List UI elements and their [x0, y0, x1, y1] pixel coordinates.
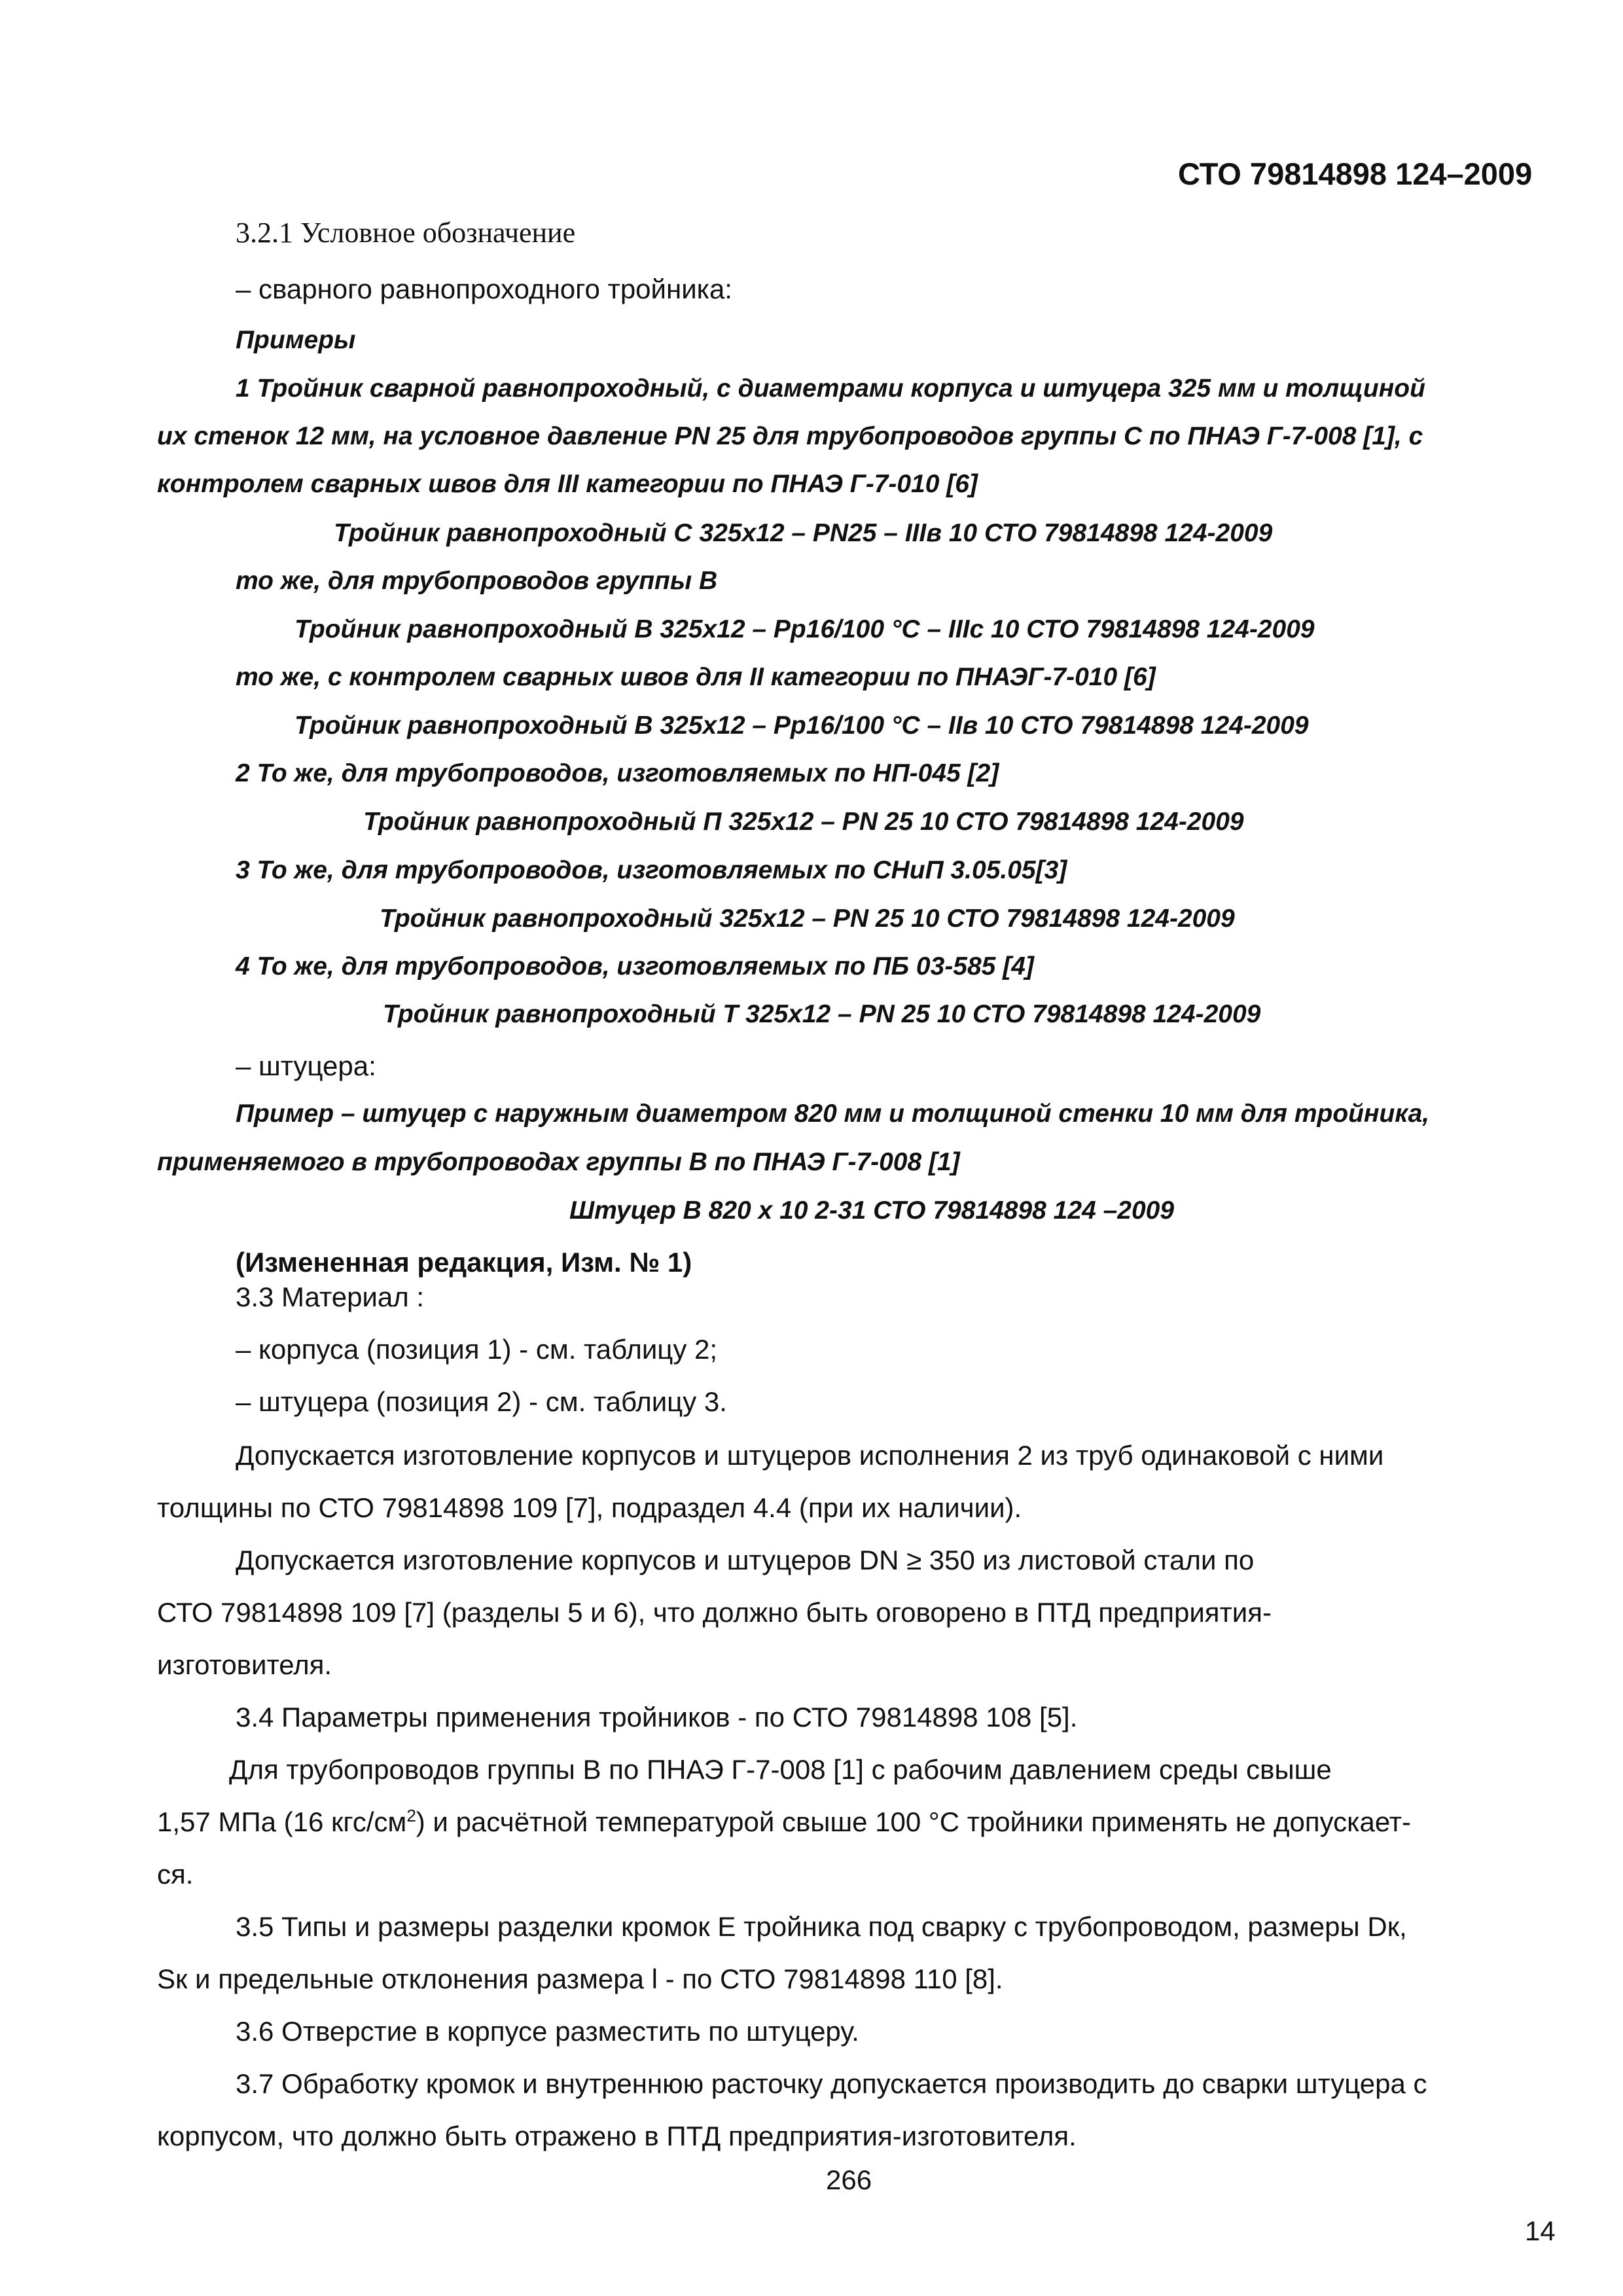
- paragraph-line: корпусом, что должно быть отражено в ПТД предприятия-изготовителя.: [157, 2121, 1077, 2151]
- example-text: применяемого в трубопроводах группы В по ПНАЭ Г-7-008 [1]: [157, 1148, 960, 1176]
- designation-line: Тройник равнопроходный В 325х12 – Pp16/100 °С – IIв 10 СТО 79814898 124-2009: [294, 711, 1309, 740]
- paragraph-line: СТО 79814898 109 [7] (разделы 5 и 6), что должно быть оговорено в ПТД предприятия-: [157, 1597, 1272, 1628]
- paragraph-line: толщины по СТО 79814898 109 [7], подраздел 4.4 (при их наличии).: [157, 1492, 1022, 1523]
- paragraph-line: Sк и предельные отклонения размера l - по СТО 79814898 110 [8].: [157, 1964, 1003, 1994]
- paragraph-line: 1,57 МПа (16 кгс/$см^2$) и расчётной температурой свыше 100 °С тройники применять не допускает-: [157, 1806, 1412, 1837]
- section-heading: 3.3 Материал :: [236, 1282, 425, 1312]
- example-text: Пример – штуцер с наружным диаметром 820 мм и толщиной стенки 10 мм для тройника,: [236, 1100, 1430, 1128]
- section-heading: 3.7 Обработку кромок и внутреннюю расточку допускается производить до сварки штуцера с: [236, 2068, 1427, 2099]
- example-text: 1 Тройник сварной равнопроходный, с диаметрами корпуса и штуцера 325 мм и толщиной: [236, 374, 1425, 403]
- section-heading: 3.4 Параметры применения тройников - по СТО 79814898 108 [5].: [236, 1702, 1078, 1732]
- list-item: – штуцера:: [236, 1050, 376, 1081]
- examples-heading: Примеры: [236, 326, 356, 354]
- example-text: их стенок 12 мм, на условное давление PN 25 для трубопроводов группы С по ПНАЭ Г-7-008 [1], с: [157, 422, 1423, 450]
- example-text: то же, для трубопроводов группы В: [236, 567, 718, 595]
- list-item: – корпуса (позиция 1) - см. таблицу 2;: [236, 1334, 718, 1365]
- designation-line: Тройник равнопроходный С 325х12 – PN25 – IIIв 10 СТО 79814898 124-2009: [334, 519, 1273, 547]
- designation-line: Тройник равнопроходный 325х12 – PN 25 10 СТО 79814898 124-2009: [380, 905, 1235, 933]
- designation-line: Тройник равнопроходный В 325х12 – Pp16/100 °С – IIIс 10 СТО 79814898 124-2009: [294, 615, 1315, 643]
- paragraph-line: Допускается изготовление корпусов и штуцеров DN ≥ 350 из листовой стали по: [236, 1545, 1255, 1575]
- section-heading: 3.2.1 Условное обозначение: [236, 217, 576, 249]
- designation-line: Тройник равнопроходный Т 325х12 – PN 25 10 СТО 79814898 124-2009: [383, 1000, 1261, 1028]
- example-text: контролем сварных швов для III категории по ПНАЭ Г-7-010 [6]: [157, 470, 978, 498]
- page-number-center: 266: [826, 2164, 872, 2195]
- paragraph-line: ся.: [157, 1859, 194, 1890]
- document-code: СТО 79814898 124–2009: [1178, 156, 1533, 191]
- example-text: 4 То же, для трубопроводов, изготовляемых по ПБ 03-585 [4]: [236, 952, 1034, 980]
- paragraph-line: Допускается изготовление корпусов и штуцеров исполнения 2 из труб одинаковой с ними: [236, 1440, 1384, 1471]
- page-number-right: 14: [1525, 2215, 1556, 2246]
- example-text: 2 То же, для трубопроводов, изготовляемых по НП-045 [2]: [236, 759, 999, 787]
- paragraph-line: Для трубопроводов группы В по ПНАЭ Г-7-008 [1] с рабочим давлением среды свыше: [229, 1754, 1332, 1785]
- amendment-note: (Измененная редакция, Изм. № 1): [236, 1247, 692, 1278]
- section-heading: 3.5 Типы и размеры разделки кромок E тройника под сварку с трубопроводом, размеры Dк,: [236, 1911, 1407, 1942]
- list-item: – сварного равнопроходного тройника:: [236, 274, 732, 304]
- paragraph-line: изготовителя.: [157, 1649, 332, 1680]
- section-heading: 3.6 Отверстие в корпусе разместить по штуцеру.: [236, 2016, 859, 2047]
- example-text: 3 То же, для трубопроводов, изготовляемых по СНиП 3.05.05[3]: [236, 856, 1067, 884]
- designation-line: Тройник равнопроходный П 325х12 – PN 25 10 СТО 79814898 124-2009: [363, 808, 1244, 836]
- list-item: – штуцера (позиция 2) - см. таблицу 3.: [236, 1386, 727, 1417]
- example-text: то же, с контролем сварных швов для II категории по ПНАЭГ-7-010 [6]: [236, 663, 1156, 691]
- designation-line: Штуцер В 820 х 10 2-31 СТО 79814898 124 –2009: [569, 1196, 1175, 1225]
